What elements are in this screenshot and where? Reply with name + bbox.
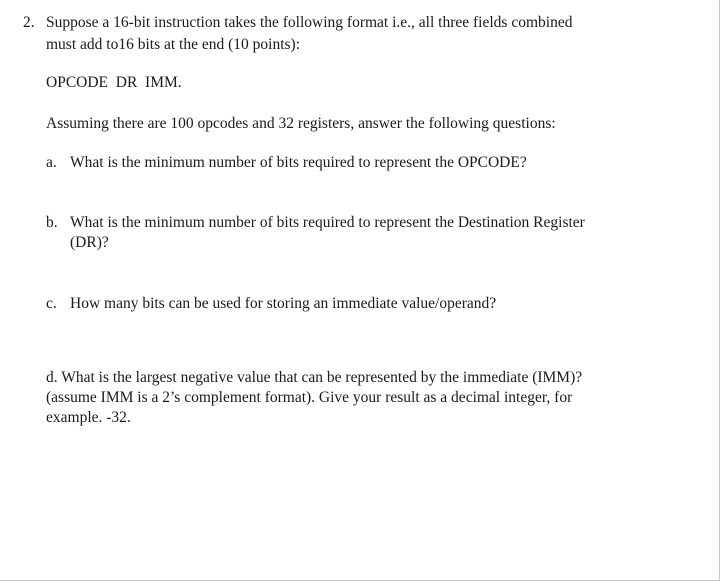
part-d-text-line-1: d. What is the largest negative value that can be represented by the immediate (IMM)?	[46, 369, 583, 386]
question-number: 2.	[23, 14, 35, 31]
question-intro-line-1: Suppose a 16-bit instruction takes the following format i.e., all three fields combined	[46, 14, 573, 31]
part-b-text-line-1: What is the minimum number of bits required to represent the Destination Register	[70, 214, 585, 231]
part-a-marker: a.	[46, 154, 57, 171]
part-b-text-line-2: (DR)?	[70, 234, 109, 251]
part-a-text: What is the minimum number of bits required to represent the OPCODE?	[70, 154, 527, 171]
question-intro-line-2: must add to16 bits at the end (10 points):	[46, 36, 301, 53]
part-c-text: How many bits can be used for storing an immediate value/operand?	[70, 295, 497, 312]
instruction-format: OPCODE DR IMM.	[46, 74, 182, 91]
assumption-text: Assuming there are 100 opcodes and 32 registers, answer the following questions:	[46, 115, 556, 132]
part-d-text-line-3: example. -32.	[46, 409, 131, 426]
part-b-marker: b.	[46, 214, 58, 231]
part-c-marker: c.	[46, 295, 57, 312]
part-d-text-line-2: (assume IMM is a 2’s complement format). Give your result as a decimal integer, for	[46, 389, 573, 406]
